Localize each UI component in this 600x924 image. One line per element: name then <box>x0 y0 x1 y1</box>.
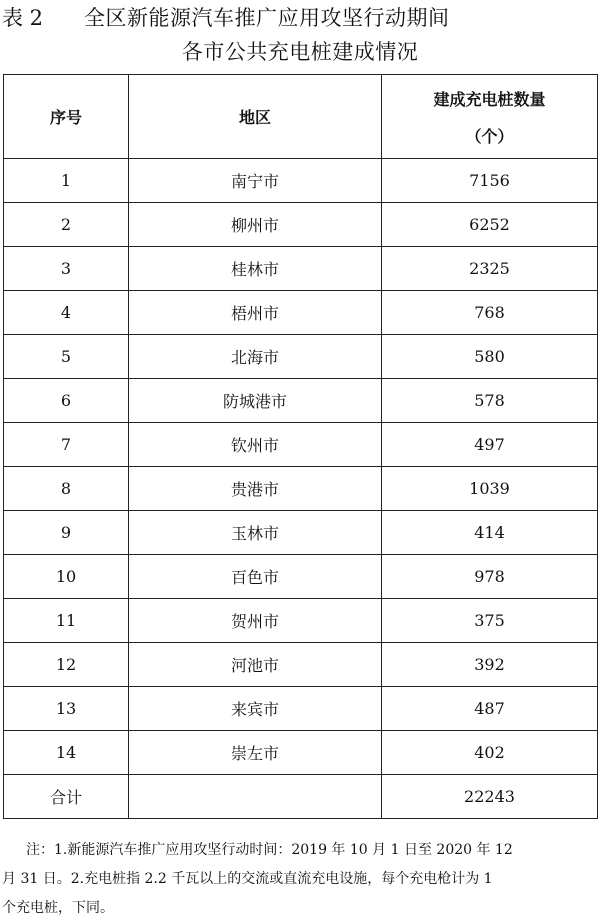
row-region: 玉林市 <box>129 511 382 555</box>
table-row <box>4 599 598 643</box>
row-index: 3 <box>4 247 129 291</box>
footnote-line3: 个充电桩，下同。 <box>2 900 114 916</box>
row-count: 7156 <box>382 159 598 203</box>
header-region: 地区 <box>129 75 382 159</box>
total-region <box>129 775 382 819</box>
row-index: 1 <box>4 159 129 203</box>
row-count: 497 <box>382 423 598 467</box>
row-count: 978 <box>382 555 598 599</box>
row-count: 414 <box>382 511 598 555</box>
row-index: 4 <box>4 291 129 335</box>
row-region: 桂林市 <box>129 247 382 291</box>
row-region: 贵港市 <box>129 467 382 511</box>
table-row <box>4 335 598 379</box>
table-row <box>4 467 598 511</box>
table-row <box>4 687 598 731</box>
row-count: 578 <box>382 379 598 423</box>
row-index: 12 <box>4 643 129 687</box>
row-index: 8 <box>4 467 129 511</box>
row-region: 梧州市 <box>129 291 382 335</box>
row-count: 580 <box>382 335 598 379</box>
table-row <box>4 643 598 687</box>
total-count: 22243 <box>382 775 598 819</box>
row-index: 6 <box>4 379 129 423</box>
row-region: 来宾市 <box>129 687 382 731</box>
row-count: 6252 <box>382 203 598 247</box>
footnote-line1: 注：1.新能源汽车推广应用攻坚行动时间：2019 年 10 月 1 日至 2020 年 12 <box>26 842 513 858</box>
table-row <box>4 423 598 467</box>
row-index: 2 <box>4 203 129 247</box>
table-number-label: 表 2 <box>2 6 44 30</box>
row-index: 7 <box>4 423 129 467</box>
table-footnote <box>2 836 598 923</box>
header-count <box>382 75 598 159</box>
row-count: 392 <box>382 643 598 687</box>
row-region: 百色市 <box>129 555 382 599</box>
table-row <box>4 511 598 555</box>
footnote-line2: 月 31 日。2.充电桩指 2.2 千瓦以上的交流或直流充电设施，每个充电枪计为 1 <box>2 871 493 887</box>
row-region: 崇左市 <box>129 731 382 775</box>
row-index: 5 <box>4 335 129 379</box>
total-label: 合计 <box>4 775 129 819</box>
row-region: 钦州市 <box>129 423 382 467</box>
row-count: 1039 <box>382 467 598 511</box>
row-index: 10 <box>4 555 129 599</box>
row-index: 9 <box>4 511 129 555</box>
table-row <box>4 247 598 291</box>
row-count: 768 <box>382 291 598 335</box>
row-count: 487 <box>382 687 598 731</box>
table-title-line2: 各市公共充电桩建成情况 <box>181 40 419 64</box>
table-caption-line1 <box>0 2 600 34</box>
row-index: 13 <box>4 687 129 731</box>
row-index: 14 <box>4 731 129 775</box>
row-count: 2325 <box>382 247 598 291</box>
row-region: 南宁市 <box>129 159 382 203</box>
row-region: 河池市 <box>129 643 382 687</box>
row-region: 北海市 <box>129 335 382 379</box>
table-row <box>4 555 598 599</box>
table-row <box>4 291 598 335</box>
table-row <box>4 379 598 423</box>
charging-pile-table <box>3 74 598 819</box>
row-region: 柳州市 <box>129 203 382 247</box>
table-header-row <box>4 75 598 159</box>
table-row <box>4 203 598 247</box>
row-region: 贺州市 <box>129 599 382 643</box>
table-row <box>4 731 598 775</box>
row-count: 402 <box>382 731 598 775</box>
row-count: 375 <box>382 599 598 643</box>
table-total-row <box>4 775 598 819</box>
header-index: 序号 <box>4 75 129 159</box>
row-region: 防城港市 <box>129 379 382 423</box>
table-row <box>4 159 598 203</box>
header-count-unit: （个） <box>465 126 514 146</box>
header-count-label: 建成充电桩数量 <box>433 89 546 109</box>
table-title-line1: 全区新能源汽车推广应用攻坚行动期间 <box>84 6 450 30</box>
row-index: 11 <box>4 599 129 643</box>
